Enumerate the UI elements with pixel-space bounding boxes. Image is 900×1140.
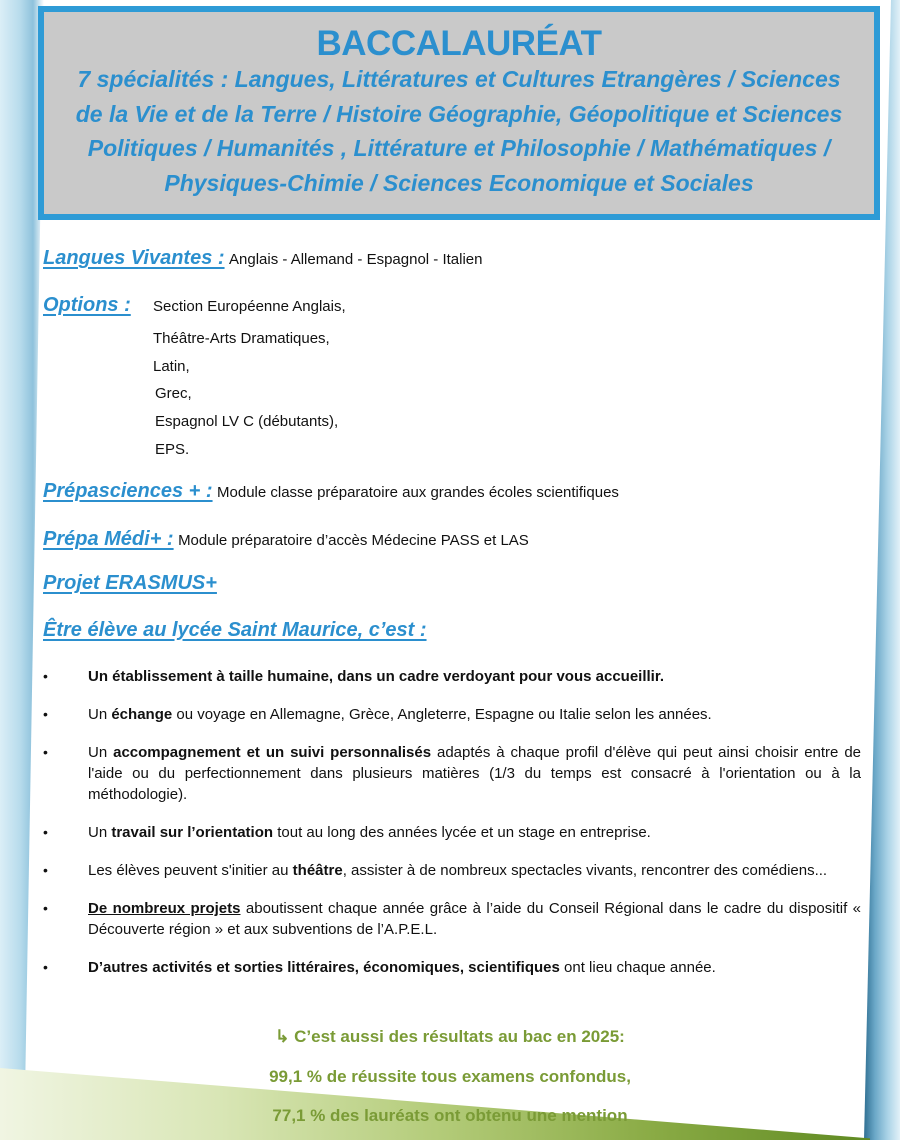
prepasciences-value: Module classe préparatoire aux grandes écoles scientifiques — [217, 484, 619, 501]
prepamedi-value: Module préparatoire d’accès Médecine PASS et LAS — [178, 532, 529, 549]
list-item: • Un travail sur l’orientation tout au long des années lycée et un stage en entreprise. — [43, 824, 651, 841]
langues-heading: Langues Vivantes : — [43, 247, 225, 269]
etre-eleve-row — [43, 619, 427, 642]
list-item: • Les élèves peuvent s'initier au théâtre, assister à de nombreux spectacles vivants, rencontrer des comédiens... — [43, 862, 828, 879]
option-item: Grec, — [155, 385, 192, 402]
options-heading: Options : — [43, 294, 131, 316]
specialites-line: Physiques-Chimie / Sciences Economique et Sociales — [164, 169, 754, 196]
list-item: • Un échange ou voyage en Allemagne, Grèce, Angleterre, Espagne ou Italie selon les années. — [43, 706, 712, 723]
bullet-icon: • — [43, 824, 48, 840]
page-title: BACCALAURÉAT — [316, 24, 602, 63]
list-item: • D’autres activités et sorties littéraires, économiques, scientifiques ont lieu chaque année. — [43, 959, 716, 976]
langues-value: Anglais - Allemand - Espagnol - Italien — [229, 251, 483, 268]
bullet-icon: • — [43, 959, 48, 975]
prepamedi-heading: Prépa Médi+ : — [43, 528, 174, 550]
results-intro-text: C’est aussi des résultats au bac en 2025: — [294, 1027, 625, 1046]
langues-row — [43, 247, 482, 270]
erasmus-heading: Projet ERASMUS+ — [43, 572, 217, 594]
bullet-icon: • — [43, 862, 48, 878]
specialites-line: de la Vie et de la Terre / Histoire Géographie, Géopolitique et Sciences — [75, 100, 843, 127]
option-item: Théâtre-Arts Dramatiques, — [153, 330, 330, 347]
prepasciences-row — [43, 480, 619, 503]
options-row — [43, 294, 131, 317]
etre-eleve-heading: Être élève au lycée Saint Maurice, c’est : — [43, 619, 427, 641]
header-box — [38, 6, 880, 220]
option-item: Latin, — [153, 358, 190, 375]
option-item: Section Européenne Anglais, — [153, 298, 346, 315]
list-item: • Un établissement à taille humaine, dans un cadre verdoyant pour vous accueillir. — [43, 668, 665, 685]
specialites-text — [44, 62, 874, 200]
pointing-arrow-icon: ↳ — [275, 1027, 290, 1046]
specialites-line: 7 spécialités : Langues, Littératures et Cultures Etrangères / Sciences — [77, 66, 841, 92]
prepasciences-heading: Prépasciences + : — [43, 480, 213, 502]
list-item: • De nombreux projets aboutissent chaque année grâce à l’aide du Conseil Régional dans le cadre du dispositif « Découverte région » et aux subventions de l’A.P.E.L. — [43, 900, 862, 938]
erasmus-row — [43, 572, 217, 595]
list-item: • Un accompagnement et un suivi personnalisés adaptés à chaque profil d'élève qui peut ainsi choisir entre de l'aide ou du perfectionnement dans plusieurs matières (1/3 du temps est consacré à l'orientation ou à la méthodologie). — [43, 744, 861, 803]
bullet-icon: • — [43, 668, 48, 684]
option-item: EPS. — [155, 441, 190, 458]
specialites-line: Politiques / Humanités , Littérature et Philosophie / Mathématiques / — [87, 135, 831, 161]
bullet-icon: • — [43, 744, 48, 760]
benefits-list — [43, 666, 861, 978]
option-item: Espagnol LV C (débutants), — [155, 413, 339, 430]
bullet-icon: • — [43, 900, 48, 916]
prepamedi-row — [43, 528, 529, 551]
results-mention: 77,1 % des lauréats ont obtenu une mention — [272, 1106, 628, 1125]
results-intro — [0, 1027, 900, 1047]
results-reussite: 99,1 % de réussite tous examens confondus, — [269, 1067, 631, 1086]
bullet-icon: • — [43, 706, 48, 722]
